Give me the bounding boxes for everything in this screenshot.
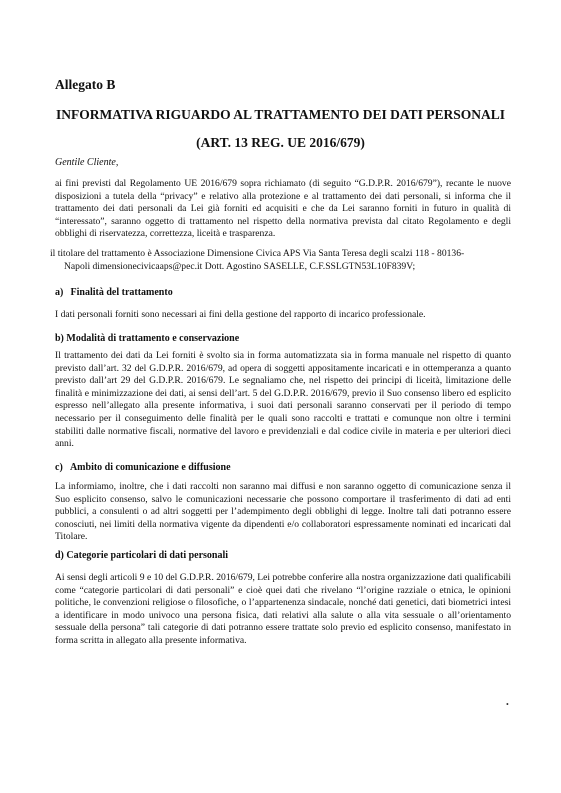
section-b-letter: b) xyxy=(55,333,64,344)
section-c-letter: c) xyxy=(55,462,63,473)
salutation: Gentile Cliente, xyxy=(55,157,119,168)
section-b-body: Il trattamento dei dati da Lei forniti è svolto sia in forma automatizzata sia in forma manuale nel rispetto di quanto previsto dall’art. 32 del G.D.P.R. 2016/679, ad opera di soggetti appositamente incaricati e in ottemperanza a quanto previsto dall’art 29 del G.D.P.R. 2016/679. Le segnaliamo che, nel rispetto dei principi di liceità, limitazione delle finalità e minimizzazione dei dati, ai sensi dell’art. 5 del G.D.P.R. 2016/679, previo il Suo consenso libero ed esplicito espresso nell’allegato alla presente informativa, i suoi dati personali saranno conservati per il periodo di tempo necessario per il conseguimento delle finalità per le quali sono raccolti e trattati e comunque non oltre i termini stabiliti dalle normative fiscali, normative del lavoro e previdenziali e dal codice civile in materia e per ulteriori dieci anni. xyxy=(55,350,511,450)
section-d-title: Categorie particolari di dati personali xyxy=(66,550,229,561)
section-a-body: I dati personali forniti sono necessari ai fini della gestione del rapporto di incarico professionale. xyxy=(55,309,426,320)
section-c-title: Ambito di comunicazione e diffusione xyxy=(69,462,231,473)
section-b-heading xyxy=(55,333,239,344)
document-subtitle: (ART. 13 REG. UE 2016/679) xyxy=(196,135,365,150)
section-c-body: La informiamo, inoltre, che i dati raccolti non saranno mai diffusi e non saranno oggetto di comunicazione senza il Suo esplicito consenso, salvo le comunicazioni necessarie che possono comportare il trasferimento di dati ad enti pubblici, a consulenti o ad altri soggetti per l’adempimento degli obblighi di legge. Inoltre tali dati potranno essere conosciuti, nei limiti della normativa vigente da dipendenti e/o collaboratori espressamente nominati ed incaricati dal Titolare. xyxy=(55,481,511,543)
section-d-letter: d) xyxy=(55,550,64,561)
data-controller-line-2: Napoli dimensionecivicaaps@pec.it Dott. Agostino SASELLE, C.F.SSLGTN53L10F839V; xyxy=(64,261,416,272)
section-d-heading xyxy=(55,550,228,561)
annex-label: Allegato B xyxy=(55,77,116,92)
data-controller-line-1: il titolare del trattamento è Associazione Dimensione Civica APS Via Santa Teresa degli scalzi 118 - 80136- xyxy=(50,248,465,259)
section-b-title: Modalità di trattamento e conservazione xyxy=(66,333,240,344)
section-a-heading xyxy=(55,287,173,298)
intro-paragraph: ai fini previsti dal Regolamento UE 2016/679 sopra richiamato (di seguito “G.D.P.R. 2016/679”), recante le nuove disposizioni a tutela della “privacy” e relativo alla protezione e al trattamento dei dati personali, si informa che il trattamento dei dati personali da Lei già forniti ed acquisiti e che da Lei saranno forniti in futuro in qualità di “interessato”, saranno oggetto di trattamento nel rispetto della normativa prevista dal citato Regolamento e degli obblighi di riservatezza, correttezza, liceità e trasparenza. xyxy=(55,178,511,240)
section-a-letter: a) xyxy=(55,287,64,298)
document-title: INFORMATIVA RIGUARDO AL TRATTAMENTO DEI DATI PERSONALI xyxy=(55,107,506,122)
section-c-heading xyxy=(55,462,231,473)
data-controller-info xyxy=(50,247,511,273)
section-a-title: Finalità del trattamento xyxy=(70,287,173,298)
page-mark: • xyxy=(506,700,509,709)
section-d-body: Ai sensi degli articoli 9 e 10 del G.D.P.R. 2016/679, Lei potrebbe conferire alla nostra organizzazione dati qualificabili come “categorie particolari di dati personali” e cioè quei dati che rivelano “l’origine razziale o etnica, le opinioni politiche, le convenzioni religiose o filosofiche, o l’appartenenza sindacale, nonché dati genetici, dati biometrici intesi a identificare in modo univoco una persona fisica, dati relativi alla salute o alla vita sessuale o all’orientamento sessuale della persona” tali categorie di dati potranno essere trattate solo previo ed esplicito consenso, manifestato in forma scritta in allegato alla presente informativa. xyxy=(55,572,511,646)
